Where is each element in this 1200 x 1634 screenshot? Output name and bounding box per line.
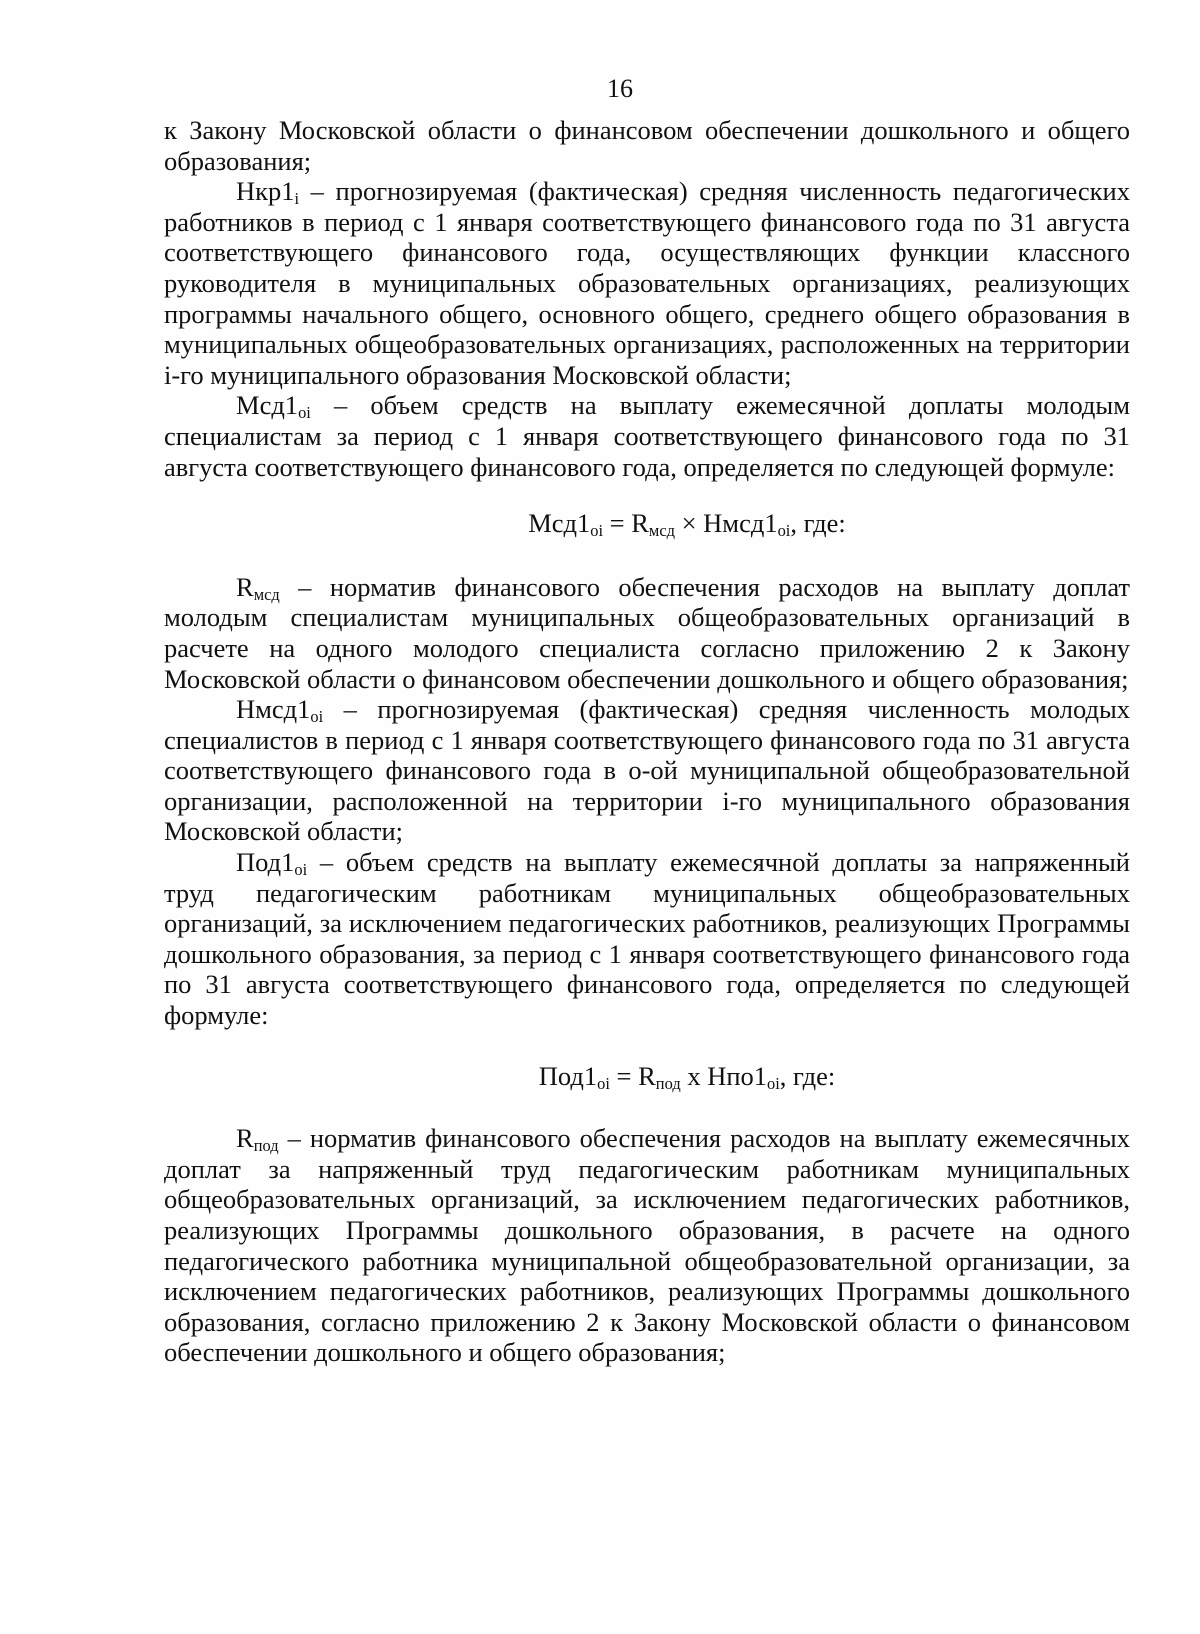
formula-subscript: мсд (648, 521, 675, 541)
document-body (164, 115, 1130, 1368)
symbol-msd: Мсд1 (236, 390, 299, 421)
paragraph-pod-definition (164, 847, 1130, 1031)
symbol-nkr: Нкр1 (236, 176, 295, 207)
formula-multiplier: x Нпо1 (680, 1060, 768, 1091)
symbol-subscript: мсд (253, 584, 280, 604)
formula-tail: , где: (790, 508, 846, 539)
definition-text: – объем средств на выплату ежемесячной доплаты за напряженный труд педагогическим работникам муниципальных общеобразовательных организаций, за исключением педагогических работников, реализующих Программы дошкольного образования, за период с 1 января соответствующего финансового года по 31 августа соответствующего финансового года, определяется по следующей формуле: (164, 847, 1130, 1031)
paragraph-law-reference: к Закону Московской области о финансовом обеспечении дошкольного и общего образования; (164, 115, 1130, 176)
paragraph-rmsd-definition (164, 572, 1130, 694)
symbol-nmsd: Нмсд1 (236, 694, 311, 725)
definition-text: – прогнозируемая (фактическая) средняя численность молодых специалистов в период с 1 января соответствующего финансового года по 31 августа соответствующего финансового года в о-ой муниципальной общеобразовательной организации, расположенной на территории i-го муниципального образования Московской области; (164, 694, 1130, 847)
formula-multiplier: × Нмсд1 (674, 508, 778, 539)
paragraph-rpod-definition (164, 1123, 1130, 1368)
formula-msd (164, 508, 1130, 539)
page-number: 16 (607, 74, 633, 103)
formula-subscript: oi (777, 521, 791, 541)
symbol-rpod: R (236, 1123, 254, 1154)
formula-lhs: Мсд1 (528, 508, 591, 539)
formula-subscript: под (655, 1073, 681, 1093)
definition-text: – прогнозируемая (фактическая) средняя численность педагогических работников в период с 1 января соответствующего финансового года по 31 августа соответствующего финансового года, осуществляющих функции классного руководителя в муниципальных образовательных организациях, реализующих программы начального общего, основного общего, среднего общего образования в муниципальных общеобразовательных организациях, расположенных на территории i-го муниципального образования Московской области; (164, 176, 1130, 390)
symbol-pod: Под1 (236, 847, 295, 878)
paragraph-nkr-definition (164, 176, 1130, 390)
symbol-subscript: oi (298, 403, 311, 423)
formula-subscript: oi (590, 521, 604, 541)
paragraph-nmsd-definition (164, 694, 1130, 847)
formula-tail: , где: (779, 1060, 836, 1091)
formula-equals: = R (603, 508, 649, 539)
definition-text: – норматив финансового обеспечения расходов на выплату доплат молодым специалистам муниципальных общеобразовательных организаций в расчете на одного молодого специалиста согласно приложению 2 к Закону Московской области о финансовом обеспечении дошкольного и общего образования; (164, 571, 1130, 694)
paragraph-msd-definition (164, 390, 1130, 482)
symbol-subscript: oi (294, 860, 308, 880)
formula-pod (164, 1061, 1130, 1092)
symbol-subscript: i (294, 189, 300, 209)
symbol-rmsd: R (236, 571, 254, 602)
definition-text: – норматив финансового обеспечения расходов на выплату ежемесячных доплат за напряженный труд педагогическим работникам муниципальных общеобразовательных организаций, за исключением педагогических работников, реализующих Программы дошкольного образования, в расчете на одного педагогического работника муниципальной общеобразовательной организации, за исключением педагогических работников, реализующих Программы дошкольного образования, согласно приложению 2 к Закону Московской области о финансовом обеспечении дошкольного и общего образования; (164, 1123, 1130, 1368)
symbol-subscript: oi (310, 707, 324, 727)
formula-subscript: oi (597, 1073, 610, 1093)
symbol-subscript: под (253, 1136, 279, 1156)
formula-subscript: oi (767, 1073, 780, 1093)
formula-equals: = R (609, 1060, 656, 1091)
definition-text: – объем средств на выплату ежемесячной доплаты молодым специалистам за период с 1 января соответствующего финансового года по 31 августа соответствующего финансового года, определяется по следующей формуле: (164, 390, 1130, 482)
formula-lhs: Под1 (538, 1060, 598, 1091)
